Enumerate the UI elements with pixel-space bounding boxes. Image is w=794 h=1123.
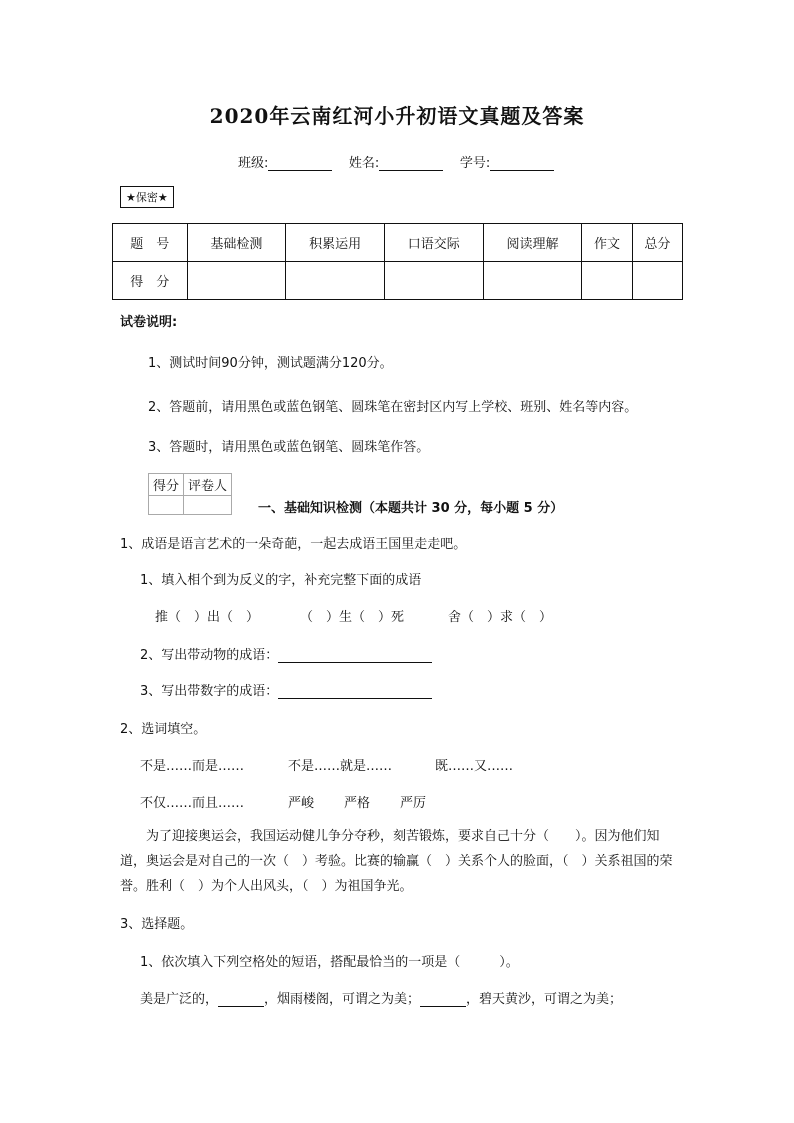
score-cell[interactable]	[187, 262, 286, 300]
student-info-line	[238, 152, 554, 171]
page-title: 2020年云南红河小升初语文真题及答案	[209, 104, 585, 128]
score-cell[interactable]	[483, 262, 582, 300]
name-label: 姓名:	[348, 156, 380, 171]
instructions-heading: 试卷说明:	[120, 315, 178, 330]
section1-title: 一、基础知识检测（本题共计 30 分，每小题 5 分）	[258, 501, 564, 516]
question-3-line-c: ，碧天黄沙，可谓之为美；	[466, 992, 623, 1007]
question-1-sub3	[140, 680, 432, 699]
grader-reviewer-label: 评卷人	[184, 474, 232, 496]
answer-blank[interactable]	[218, 992, 264, 1007]
question-1-sub2	[140, 644, 432, 663]
question-1-sub3-label: 3、写出带数字的成语：	[140, 684, 279, 699]
question-3-stem: 3、选择题。	[120, 917, 194, 932]
answer-blank[interactable]	[420, 992, 466, 1007]
score-header-cell: 基础检测	[187, 224, 286, 262]
secret-stamp: ★保密★	[120, 186, 174, 208]
word-option: 既……又……	[435, 759, 514, 774]
word-option: 严厉	[400, 796, 427, 811]
instruction-item: 2、答题前，请用黑色或蓝色钢笔、圆珠笔在密封区内写上学校、班别、姓名等内容。	[148, 400, 638, 415]
question-1-sub2-label: 2、写出带动物的成语：	[140, 648, 279, 663]
grader-box	[148, 473, 232, 515]
name-blank[interactable]	[379, 156, 443, 171]
question-3-line-b: ，烟雨楼阁，可谓之为美；	[264, 992, 421, 1007]
question-3-line	[140, 988, 622, 1007]
score-cell[interactable]	[582, 262, 632, 300]
score-header-cell: 积累运用	[286, 224, 385, 262]
word-option: 不仅……而且……	[140, 796, 245, 811]
question-3-line-a: 美是广泛的，	[140, 992, 219, 1007]
word-option: 严峻	[288, 796, 315, 811]
number-idiom-blank[interactable]	[278, 684, 432, 699]
score-table-score-row	[113, 262, 683, 300]
student-id-blank[interactable]	[490, 156, 554, 171]
score-table	[112, 223, 683, 300]
score-header-cell: 阅读理解	[483, 224, 582, 262]
word-option: 严格	[344, 796, 371, 811]
score-cell[interactable]	[384, 262, 483, 300]
grader-score-label: 得分	[149, 474, 184, 496]
score-cell[interactable]	[286, 262, 385, 300]
class-blank[interactable]	[268, 156, 332, 171]
class-label: 班级:	[238, 156, 269, 171]
question-1-sub1: 1、填入相个到为反义的字，补充完整下面的成语	[140, 573, 422, 588]
score-header-cell: 口语交际	[384, 224, 483, 262]
score-cell[interactable]	[632, 262, 682, 300]
score-table-header-row	[113, 224, 683, 262]
idiom-blank-item[interactable]: 推（ ）出（ ）	[155, 610, 260, 625]
score-header-cell: 总分	[632, 224, 682, 262]
word-option: 不是……而是……	[140, 759, 245, 774]
score-row-label: 得 分	[113, 262, 188, 300]
idiom-blank-item[interactable]: （ ）生（ ）死	[300, 610, 405, 625]
idiom-blank-item[interactable]: 舍（ ）求（ ）	[448, 610, 553, 625]
word-option: 不是……就是……	[288, 759, 393, 774]
question-2-stem: 2、选词填空。	[120, 722, 207, 737]
instruction-item: 1、测试时间90分钟，测试题满分120分。	[148, 356, 393, 371]
grader-reviewer-cell[interactable]	[184, 496, 232, 515]
score-header-cell: 题 号	[113, 224, 188, 262]
animal-idiom-blank[interactable]	[278, 648, 432, 663]
question-2-passage: 为了迎接奥运会，我国运动健儿争分夺秒，刻苦锻炼，要求自己十分（ ）。因为他们知道，奥运会是对自己的一次（ ）考验。比赛的输赢（ ）关系个人的脸面，（ ）关系祖国的荣誉。胜利（ ）为个人出风头，（ ）为祖国争光。	[120, 829, 673, 894]
grader-score-cell[interactable]	[149, 496, 184, 515]
question-3-sub1: 1、依次填入下列空格处的短语，搭配最恰当的一项是（ ）。	[140, 955, 519, 970]
score-header-cell: 作文	[582, 224, 632, 262]
student-id-label: 学号:	[459, 156, 491, 171]
question-1-stem: 1、成语是语言艺术的一朵奇葩，一起去成语王国里走走吧。	[120, 537, 467, 552]
instruction-item: 3、答题时，请用黑色或蓝色钢笔、圆珠笔作答。	[148, 440, 430, 455]
